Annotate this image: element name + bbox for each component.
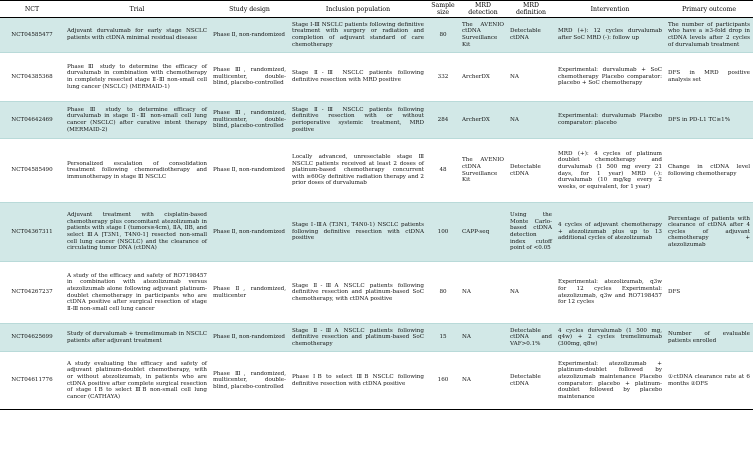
cell-mrd-definition: Using the Monte Carlo-based ctDNA detection index cutoff point of <0.05 [507, 203, 555, 262]
cell-mrd-detection: The AVENIO ctDNA Surveillance Kit [459, 139, 507, 203]
table-row [0, 139, 753, 203]
cell-inclusion-population: Stage Ⅱ-ⅢA NSCLC patients following definitive resection and platinum-based SoC chemotherapy, with ctDNA positive [289, 262, 427, 324]
table-row [0, 324, 753, 352]
column-header-mrd-definition: MRD definition [507, 1, 555, 18]
cell-mrd-definition: Detectable ctDNA [507, 352, 555, 410]
cell-intervention: 4 cycles of adjuvant chemotherapy + atezolizumab plus up to 13 additional cycles of atezolizumab [555, 203, 665, 262]
cell-nct: NCT04642469 [0, 102, 64, 139]
cell-mrd-detection: NA [459, 352, 507, 410]
cell-study-design: Phase Ⅱ, non-randomized [210, 139, 289, 203]
cell-mrd-detection: ArcherDX [459, 53, 507, 102]
cell-study-design: Phase Ⅱ, non-randomized [210, 203, 289, 262]
cell-nct: NCT04585490 [0, 139, 64, 203]
cell-sample-size: 48 [427, 139, 459, 203]
cell-intervention: Experimental: atezolizumab + platinum-doublet followed by atezolizumab maintenance Placebo comparator: placebo + platinum-doublet followed by placebo maintenance [555, 352, 665, 410]
cell-mrd-detection: ArcherDX [459, 102, 507, 139]
cell-study-design: Phase Ⅱ, non-randomized [210, 18, 289, 53]
cell-mrd-definition: NA [507, 262, 555, 324]
cell-trial: A study of the efficacy and safety of RO7198457 in combination with atezolizumab versus atezolizumab alone following adjuvant platinum-doublet chemotherapy in participants who are ctDNA positive after surgical resection of stage Ⅱ-Ⅲ non-small cell lung cancer [64, 262, 210, 324]
column-header-inclusion-population: Inclusion population [289, 1, 427, 18]
table-header [0, 1, 753, 18]
cell-study-design: Phase Ⅱ, randomized, multicenter [210, 262, 289, 324]
table-row [0, 53, 753, 102]
table-row [0, 262, 753, 324]
column-header-trial: Trial [64, 1, 210, 18]
cell-mrd-definition: NA [507, 102, 555, 139]
cell-trial: A study evaluating the efficacy and safety of adjuvant platinum-doublet chemotherapy, with or without atezolizumab, in patients who are ctDNA positive after complete surgical resection of stage ⅠB to select ⅢB non-small cell lung cancer (CATHAYA) [64, 352, 210, 410]
cell-trial: Adjuvant durvalumab for early stage NSCLC patients with ctDNA minimal residual disease [64, 18, 210, 53]
cell-mrd-detection: NA [459, 262, 507, 324]
cell-sample-size: 80 [427, 262, 459, 324]
cell-nct: NCT04267237 [0, 262, 64, 324]
cell-inclusion-population: Stage Ⅰ-Ⅲ NSCLC patients following definitive treatment with surgery or radiation and completion of adjuvant standard of care chemotherapy [289, 18, 427, 53]
cell-primary-outcome: DFS [665, 262, 753, 324]
cell-sample-size: 15 [427, 324, 459, 352]
column-header-mrd-detection: MRD detection [459, 1, 507, 18]
cell-mrd-definition: NA [507, 53, 555, 102]
cell-primary-outcome: DFS in PD-L1 TC≥1% [665, 102, 753, 139]
cell-intervention: Experimental: durvalumab Placebo comparator: placebo [555, 102, 665, 139]
table-row [0, 203, 753, 262]
cell-mrd-definition: Detectable ctDNA [507, 139, 555, 203]
cell-inclusion-population: Stage Ⅰ-ⅢA (T3N1, T4N0-1) NSCLC patients following definitive resection with ctDNA positive [289, 203, 427, 262]
cell-intervention: MRD (+): 4 cycles of platinum doublet chemotherapy and durvalumab (1 500 mg every 21 days, for 1 year) MRD (-): durvalumab (10 mg/kg every 2 weeks, or equivalent, for 1 year) [555, 139, 665, 203]
cell-trial: Adjuvant treatment with cisplatin-based chemotherapy plus concomitant atezolizumab in patients with stage Ⅰ (tumors≥4cm), ⅡA, ⅡB, and select ⅢA [T3N1, T4N0-1] resected non-small cell lung cancer (NSCLC) and the clearance of circulating tumor DNA (ctDNA) [64, 203, 210, 262]
cell-primary-outcome: DFS in MRD positive analysis set [665, 53, 753, 102]
cell-study-design: Phase Ⅲ, randomized, multicenter, double-blind, placebo-controlled [210, 102, 289, 139]
cell-nct: NCT04611776 [0, 352, 64, 410]
table-row [0, 18, 753, 53]
cell-primary-outcome: Change in ctDNA level following chemotherapy [665, 139, 753, 203]
table-body [0, 18, 753, 410]
cell-primary-outcome: Percentage of patients with clearance of ctDNA after 4 cycles of adjuvant chemotherapy + atezolizumab [665, 203, 753, 262]
column-header-intervention: Intervention [555, 1, 665, 18]
cell-inclusion-population: Stage Ⅱ-Ⅲ NSCLC patients following definitive resection with MRD positive [289, 53, 427, 102]
cell-nct: NCT04585477 [0, 18, 64, 53]
cell-sample-size: 160 [427, 352, 459, 410]
cell-study-design: Phase Ⅲ, randomized, multicenter, double-blind, placebo-controlled [210, 352, 289, 410]
cell-mrd-detection: The AVENIO ctDNA Surveillance Kit [459, 18, 507, 53]
header-row [0, 1, 753, 18]
cell-intervention: Experimental: atezolizumab, q3w for 12 cycles Experimental: atezolizumab, q3w and RO7198457 for 12 cycles [555, 262, 665, 324]
cell-primary-outcome: Number of evaluable patients enrolled [665, 324, 753, 352]
cell-inclusion-population: Stage Ⅱ-Ⅲ NSCLC patients following definitive resection with or without perioperative systemic treatment, MRD positive [289, 102, 427, 139]
column-header-primary-outcome: Primary outcome [665, 1, 753, 18]
cell-sample-size: 80 [427, 18, 459, 53]
cell-mrd-definition: Detectable ctDNA and VAF>0.1% [507, 324, 555, 352]
cell-sample-size: 332 [427, 53, 459, 102]
cell-trial: Personalized escalation of consolidation treatment following chemoradiotherapy and immunotherapy in stage Ⅲ NSCLC [64, 139, 210, 203]
cell-intervention: 4 cycles durvalumab (1 500 mg, q4w) + 2 cycles tremelimumab (300mg, q8w) [555, 324, 665, 352]
cell-intervention: Experimental: durvalumab + SoC chemotherapy Placebo comparator: placebo + SoC chemotherapy [555, 53, 665, 102]
cell-trial: Study of durvalumab + tremelimumab in NSCLC patients after adjuvant treatment [64, 324, 210, 352]
cell-primary-outcome: ①ctDNA clearance rate at 6 months ②DFS [665, 352, 753, 410]
cell-inclusion-population: Phase ⅠB to select ⅢB NSCLC following definitive resection with ctDNA positive [289, 352, 427, 410]
cell-trial: Phase Ⅲ study to determine the efficacy of durvalumab in combination with chemotherapy in completely resected stage Ⅱ-Ⅲ non-small cell lung cancer (NSCLC) (MERMAID-1) [64, 53, 210, 102]
column-header-study-design: Study design [210, 1, 289, 18]
column-header-nct: NCT [0, 1, 64, 18]
cell-trial: Phase Ⅲ study to determine efficacy of durvalumab in stage Ⅱ-Ⅲ non-small cell lung cancer (NSCLC) after curative intent therapy (MERMAID-2) [64, 102, 210, 139]
cell-mrd-detection: NA [459, 324, 507, 352]
table-row [0, 102, 753, 139]
cell-sample-size: 100 [427, 203, 459, 262]
cell-mrd-definition: Detectable ctDNA [507, 18, 555, 53]
cell-study-design: Phase Ⅱ, non-randomized [210, 324, 289, 352]
cell-study-design: Phase Ⅲ, randomized, multicenter, double-blind, placebo-controlled [210, 53, 289, 102]
cell-nct: NCT04367311 [0, 203, 64, 262]
cell-intervention: MRD (+): 12 cycles durvalumab after SoC MRD (-): follow up [555, 18, 665, 53]
table-row [0, 352, 753, 410]
cell-inclusion-population: Locally advanced, unresectable stage Ⅲ NSCLC patients received at least 2 doses of platinum-based chemotherapy concurrent with ≥60Gy definitive radiation therapy and 2 prior doses of durvalumab [289, 139, 427, 203]
cell-mrd-detection: CAPP-seq [459, 203, 507, 262]
cell-nct: NCT04625699 [0, 324, 64, 352]
column-header-sample-size: Sample size [427, 1, 459, 18]
cell-sample-size: 284 [427, 102, 459, 139]
cell-primary-outcome: The number of participants who have a ≥3-fold drop in ctDNA levels after 2 cycles of durvalumab treatment [665, 18, 753, 53]
cell-nct: NCT04385368 [0, 53, 64, 102]
cell-inclusion-population: Stage Ⅱ-ⅢA NSCLC patients following definitive resection and platinum-based SoC chemotherapy [289, 324, 427, 352]
